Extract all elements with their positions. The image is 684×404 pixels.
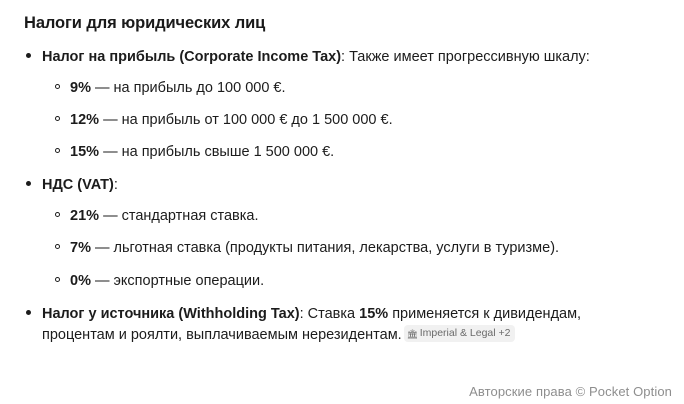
rate-value: 0% (70, 272, 91, 289)
rate-description: экспортные операции. (113, 272, 265, 289)
sub-bullet-icon (55, 212, 60, 217)
source-badge[interactable] (404, 325, 516, 342)
withholding-text-line2: процентам и роялти, выплачиваемым нерезидентам. (42, 326, 402, 343)
rate-description: на прибыль до 100 000 €. (113, 79, 286, 96)
rate-value: 9% (70, 79, 91, 96)
rate-sublist (42, 78, 670, 163)
rate-value: 7% (70, 240, 91, 257)
bullet-icon (26, 310, 31, 315)
section-heading: НДС (VAT) (42, 177, 114, 194)
rate-value: 15% (70, 144, 100, 161)
favicon-icon: 🏛 (406, 328, 419, 339)
section-heading-line (42, 175, 670, 196)
list-item-corporate-income-tax (14, 47, 670, 162)
list-item (42, 142, 670, 162)
rate-description: на прибыль свыше 1 500 000 €. (121, 144, 335, 161)
dash: — (103, 208, 118, 225)
tax-list (14, 47, 670, 345)
sub-bullet-icon (55, 148, 60, 153)
list-item (42, 271, 670, 291)
dash: — (103, 144, 118, 161)
section-heading: Налог у источника (Withholding Tax) (42, 305, 300, 322)
bullet-icon (26, 181, 31, 186)
list-item (42, 238, 670, 258)
rate-sublist (42, 206, 670, 291)
withholding-text (42, 304, 670, 345)
sub-bullet-icon (55, 277, 60, 282)
rate-description: стандартная ставка. (121, 208, 259, 225)
dash: — (95, 272, 110, 289)
dash: — (95, 79, 110, 96)
list-item (42, 110, 670, 130)
list-item (42, 78, 670, 98)
withholding-text-before: : Ставка (299, 305, 360, 322)
dash: — (103, 111, 118, 128)
section-heading-suffix: : (113, 177, 118, 194)
withholding-text-after: применяется к дивидендам, (388, 305, 582, 322)
section-heading: Налог на прибыль (Corporate Income Tax) (42, 49, 342, 65)
list-item-vat (14, 175, 670, 290)
bullet-icon (26, 53, 31, 58)
list-item-withholding-tax (14, 304, 670, 345)
rate-description: льготная ставка (продукты питания, лекарства, услуги в туризме). (113, 240, 560, 257)
sub-bullet-icon (55, 116, 60, 121)
sub-bullet-icon (55, 244, 60, 249)
rate-value: 15% (359, 305, 389, 322)
rate-value: 21% (70, 208, 100, 225)
watermark: Авторские права © Pocket Option (469, 384, 672, 399)
list-item (42, 206, 670, 226)
rate-value: 12% (70, 111, 100, 128)
section-heading-suffix: : Также имеет прогрессивную шкалу: (341, 49, 590, 65)
page-title: Налоги для юридических лиц (24, 14, 266, 32)
section-heading-line (42, 47, 670, 68)
source-badge-label: Imperial & Legal +2 (419, 327, 511, 340)
dash: — (95, 240, 110, 257)
rate-description: на прибыль от 100 000 € до 1 500 000 €. (121, 111, 393, 128)
sub-bullet-icon (55, 84, 60, 89)
